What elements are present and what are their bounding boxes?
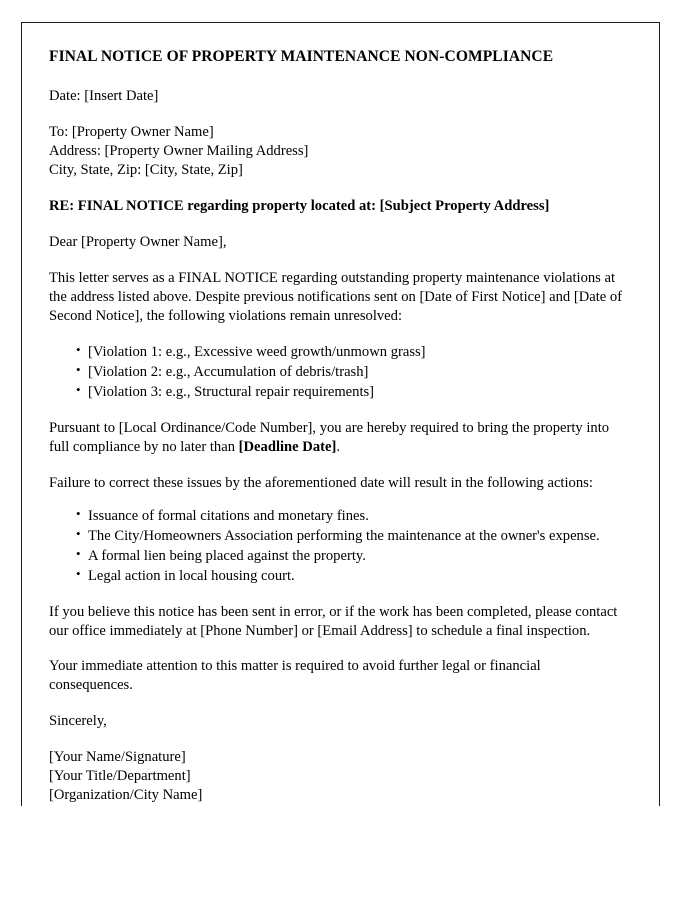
list-item: • Issuance of formal citations and monetary fines. xyxy=(49,507,627,526)
signature-organization-line: [Organization/City Name] xyxy=(49,787,203,804)
signature-block xyxy=(49,748,627,805)
list-item: • [Violation 3: e.g., Structural repair requirements] xyxy=(49,383,627,402)
document-body xyxy=(49,47,627,805)
pursuant-paragraph xyxy=(49,419,627,457)
pursuant-text-before: Pursuant to [Local Ordinance/Code Number], you are hereby required to bring the property into full compliance by no later than xyxy=(49,419,610,455)
list-item: • A formal lien being placed against the property. xyxy=(49,547,627,566)
recipient-to-line: To: [Property Owner Name] xyxy=(49,124,214,141)
page-title: FINAL NOTICE OF PROPERTY MAINTENANCE NON-COMPLIANCE xyxy=(49,48,554,65)
salutation: Dear [Property Owner Name], xyxy=(49,233,227,250)
violations-list xyxy=(49,343,627,402)
signature-name-line: [Your Name/Signature] xyxy=(49,749,186,766)
consequences-intro-paragraph: Failure to correct these issues by the aforementioned date will result in the following actions: xyxy=(49,474,593,491)
recipient-address-line: Address: [Property Owner Mailing Address] xyxy=(49,143,309,160)
deadline-date-emphasis: [Deadline Date] xyxy=(238,438,337,455)
pursuant-text-after: . xyxy=(336,438,340,455)
recipient-city-state-zip-line: City, State, Zip: [City, State, Zip] xyxy=(49,162,243,179)
list-item: • The City/Homeowners Association performing the maintenance at the owner's expense. xyxy=(49,527,627,546)
re-subject-line: RE: FINAL NOTICE regarding property located at: [Subject Property Address] xyxy=(49,198,550,215)
list-item: • Legal action in local housing court. xyxy=(49,567,627,586)
list-item: • [Violation 2: e.g., Accumulation of debris/trash] xyxy=(49,363,627,382)
sign-off: Sincerely, xyxy=(49,713,107,730)
closing-paragraph: Your immediate attention to this matter is required to avoid further legal or financial consequences. xyxy=(49,658,541,694)
error-contact-paragraph: If you believe this notice has been sent in error, or if the work has been completed, please contact our office immediately at [Phone Number] or [Email Address] to schedule a final inspection. xyxy=(49,603,618,639)
signature-title-line: [Your Title/Department] xyxy=(49,768,191,785)
document-page xyxy=(21,22,660,806)
intro-paragraph: This letter serves as a FINAL NOTICE regarding outstanding property maintenance violations at the address listed above. Despite previous notifications sent on [Date of First Notice] and [Date of Second Notice], the following violations remain unresolved: xyxy=(49,269,623,324)
consequences-list xyxy=(49,507,627,586)
list-item: • [Violation 1: e.g., Excessive weed growth/unmown grass] xyxy=(49,343,627,362)
recipient-address-block xyxy=(49,123,627,180)
date-line: Date: [Insert Date] xyxy=(49,88,159,105)
